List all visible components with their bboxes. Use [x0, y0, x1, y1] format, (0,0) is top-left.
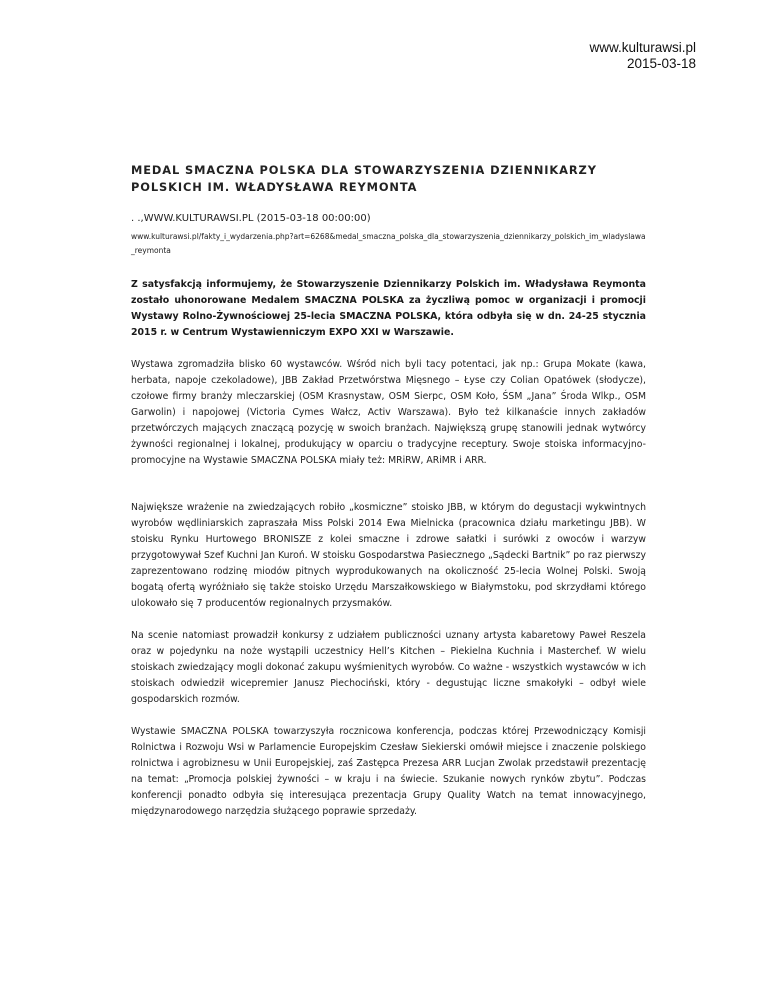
article	[131, 162, 646, 820]
article-source-url: www.kulturawsi.pl/fakty_i_wydarzenia.php?art=6268&medal_smaczna_polska_dla_stowarzyszenia_dziennikarzy_polskich_im_wladyslawa_reymonta	[131, 232, 646, 255]
article-paragraph: Na scenie natomiast prowadził konkursy z udziałem publiczności uznany artysta kabaretowy Paweł Reszela oraz w pojedynku na noże wystąpili uczestnicy Hell’s Kitchen – Piekielna Kuchnia i Masterchef. W wielu stoiskach zwiedzający mogli dokonać zakupu wyśmienitych wyrobów. Co ważne - wszystkich wystawców w ich stoiskach odwiedził wicepremier Janusz Piechociński, który - degustując liczne smakołyki – odbył wiele gospodarskich rozmów.	[131, 630, 646, 705]
article-title: MEDAL SMACZNA POLSKA DLA STOWARZYSZENIA DZIENNIKARZY POLSKICH IM. WŁADYSŁAWA REYMONTA	[131, 163, 597, 194]
article-paragraph: Wystawa zgromadziła blisko 60 wystawców. Wśród nich byli tacy potentaci, jak np.: Grupa Mokate (kawa, herbata, napoje czekoladowe), JBB Zakład Przetwórstwa Mięsnego – Łyse czy Colian Opatówek (słodycze), czołowe firmy branży mleczarskiej (OSM Krasnystaw, OSM Sierpc, OSM Koło, ŚSM „Jana” Środa Wlkp., OSM Garwolin) i napojowej (Victoria Cymes Wałcz, Activ Warszawa). Było też kilkanaście innych zakładów przetwórczych mających znaczącą pozycję w swoich branżach. Największą grupę stanowili jednak wytwórcy żywności regionalnej i lokalnej, produkujący w oparciu o tradycyjne receptury. Swoje stoiska informacyjno-promocyjne na Wystawie SMACZNA POLSKA miały też: MRiRW, ARiMR i ARR.	[131, 359, 646, 466]
site-name: www.kulturawsi.pl	[589, 40, 696, 55]
article-source: . .,WWW.KULTURAWSI.PL (2015-03-18 00:00:00)	[131, 213, 371, 224]
page-header	[589, 40, 696, 72]
article-paragraph: Wystawie SMACZNA POLSKA towarzyszyła rocznicowa konferencja, podczas której Przewodniczący Komisji Rolnictwa i Rozwoju Wsi w Parlamencie Europejskim Czesław Siekierski omówił miejsce i znaczenie polskiego rolnictwa i agrobiznesu w Unii Europejskiej, zaś Zastępca Prezesa ARR Lucjan Zwolak przedstawił prezentację na temat: „Promocja polskiej żywności – w kraju i na świecie. Szukanie nowych rynków zbytu”. Podczas konferencji ponadto odbyła się interesująca prezentacja Grupy Quality Watch na temat innowacyjnego, międzynarodowego narzędzia służącego poprawie sprzedaży.	[131, 726, 646, 817]
publication-date: 2015-03-18	[626, 56, 696, 71]
article-paragraph: Największe wrażenie na zwiedzających robiło „kosmiczne” stoisko JBB, w którym do degustacji wykwintnych wyrobów wędliniarskich zapraszała Miss Polski 2014 Ewa Mielnicka (pracownica działu marketingu JBB). W stoisku Rynku Hurtowego BRONISZE z kolei smaczne i zdrowe sałatki i surówki z owoców i warzyw przygotowywał Szef Kuchni Jan Kuroń. W stoisku Gospodarstwa Pasiecznego „Sądecki Bartnik” po raz pierwszy zaprezentowano rodzinę miodów pitnych wyprodukowanych na okoliczność 25-lecia Wolnej Polski. Swoją bogatą ofertą wyróżniało się także stoisko Urzędu Marszałkowskiego w Białymstoku, pod skrzydłami którego ulokowało się 7 producentów regionalnych przysmaków.	[131, 502, 647, 609]
article-lead: Z satysfakcją informujemy, że Stowarzyszenie Dziennikarzy Polskich im. Władysława Reymonta zostało uhonorowane Medalem SMACZNA POLSKA za życzliwą pomoc w organizacji i promocji Wystawy Rolno-Żywnościowej 25-lecia SMACZNA POLSKA, która odbyła się w dn. 24-25 stycznia 2015 r. w Centrum Wystawienniczym EXPO XXI w Warszawie.	[131, 279, 646, 338]
